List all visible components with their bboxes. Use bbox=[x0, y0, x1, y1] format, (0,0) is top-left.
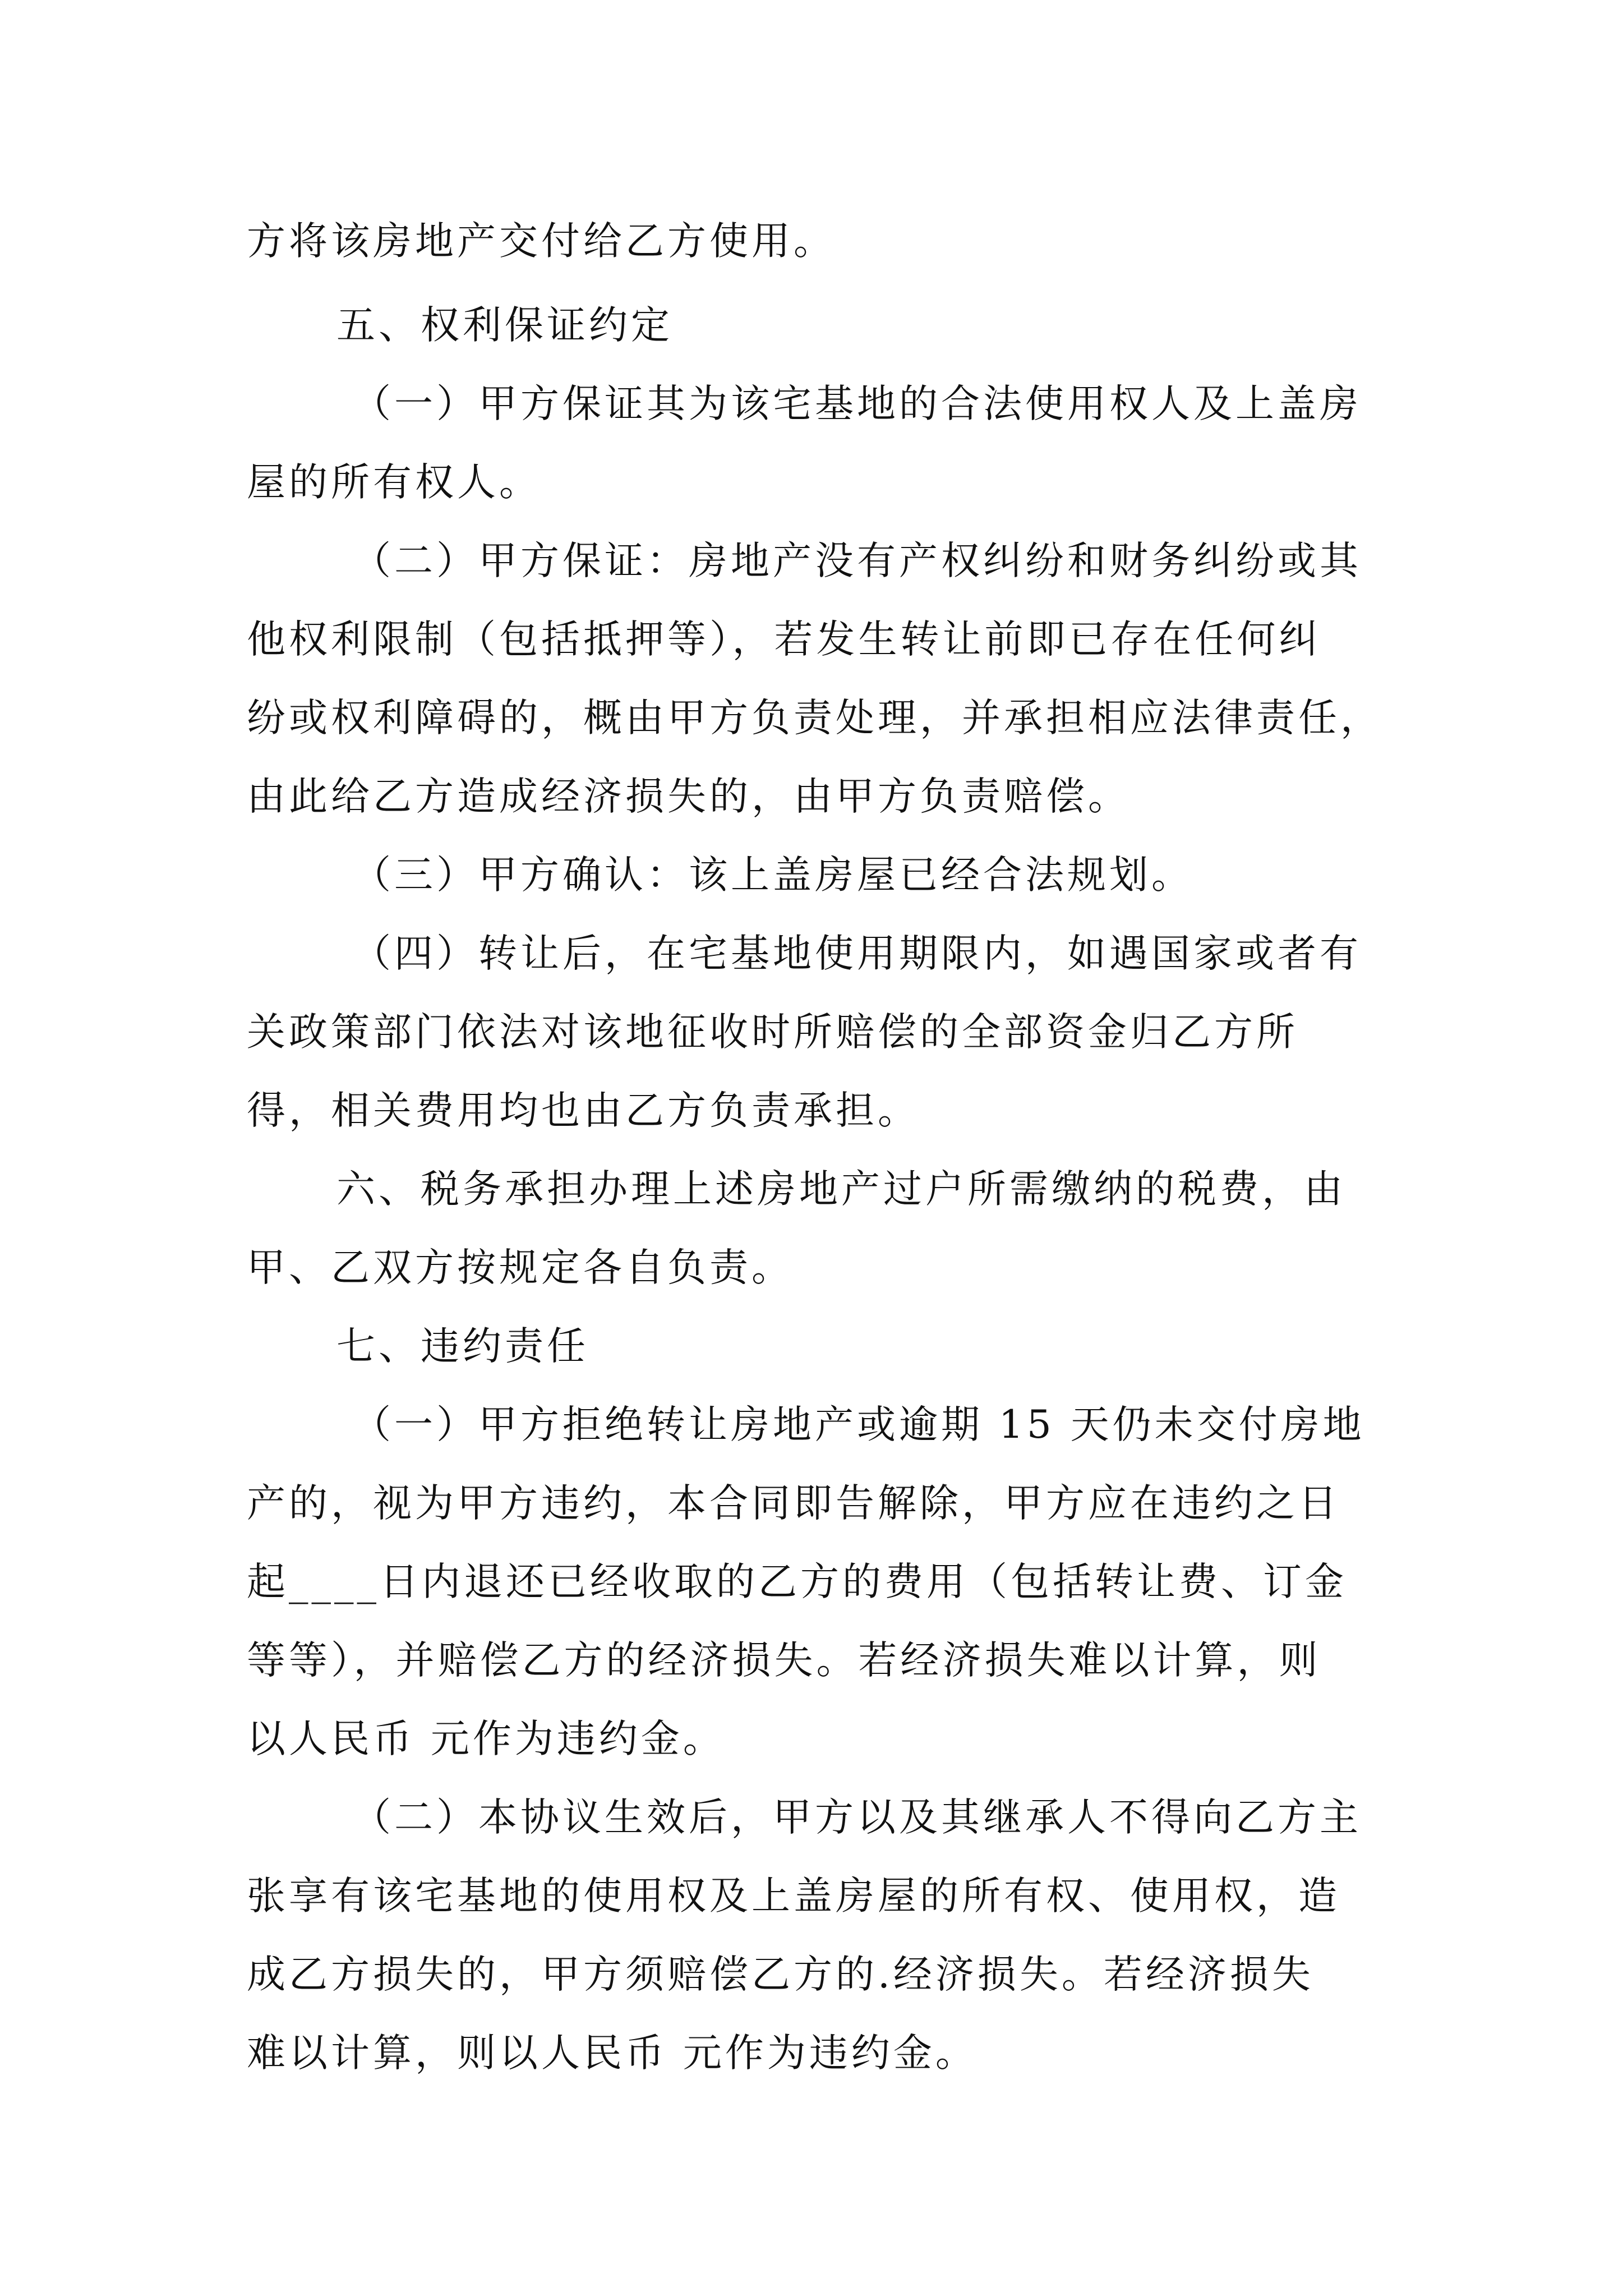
text-line: 纷或权利障碍的，概由甲方负责处理，并承担相应法律责任， bbox=[247, 696, 1382, 740]
text-line: （三）甲方确认：该上盖房屋已经合法规划。 bbox=[352, 853, 1193, 898]
text-line: 关政策部门依法对该地征收时所赔偿的全部资金归乙方所 bbox=[247, 1010, 1298, 1055]
text-line: 方将该房地产交付给乙方使用。 bbox=[247, 219, 836, 264]
text-line: 他权利限制（包括抵押等），若发生转让前即已存在任何纠 bbox=[247, 617, 1321, 662]
text-line: 屋的所有权人。 bbox=[247, 460, 541, 505]
text-line: 成乙方损失的，甲方须赔偿乙方的.经济损失。若经济损失 bbox=[247, 1952, 1314, 1997]
text-line: 起____日内退还已经收取的乙方的费用（包括转让费、订金 bbox=[247, 1559, 1347, 1604]
text-line: 由此给乙方造成经济损失的，由甲方负责赔偿。 bbox=[247, 774, 1130, 819]
text-line: 难以计算，则以人民币 元作为违约金。 bbox=[247, 2031, 978, 2076]
text-line: （二）本协议生效后，甲方以及其继承人不得向乙方主 bbox=[352, 1795, 1362, 1840]
section-heading: 六、税务承担办理上述房地产过户所需缴纳的税费，由 bbox=[336, 1167, 1346, 1212]
text-line: （一）甲方拒绝转让房地产或逾期 15 天仍未交付房地 bbox=[352, 1402, 1365, 1447]
text-line: 甲、乙双方按规定各自负责。 bbox=[247, 1245, 794, 1290]
text-line: （一）甲方保证其为该宅基地的合法使用权人及上盖房 bbox=[352, 381, 1362, 426]
text-line: （四）转让后，在宅基地使用期限内，如遇国家或者有 bbox=[352, 931, 1362, 976]
text-line: 等等），并赔偿乙方的经济损失。若经济损失难以计算，则 bbox=[247, 1638, 1321, 1683]
text-line: 得，相关费用均也由乙方负责承担。 bbox=[247, 1088, 920, 1133]
text-line: 张享有该宅基地的使用权及上盖房屋的所有权、使用权，造 bbox=[247, 1874, 1340, 1918]
section-heading: 七、违约责任 bbox=[336, 1324, 589, 1369]
text-line: 以人民币 元作为违约金。 bbox=[247, 1717, 725, 1761]
section-heading: 五、权利保证约定 bbox=[336, 303, 673, 348]
text-line: （二）甲方保证：房地产没有产权纠纷和财务纠纷或其 bbox=[352, 539, 1362, 583]
text-line: 产的，视为甲方违约，本合同即告解除，甲方应在违约之日 bbox=[247, 1481, 1340, 1526]
